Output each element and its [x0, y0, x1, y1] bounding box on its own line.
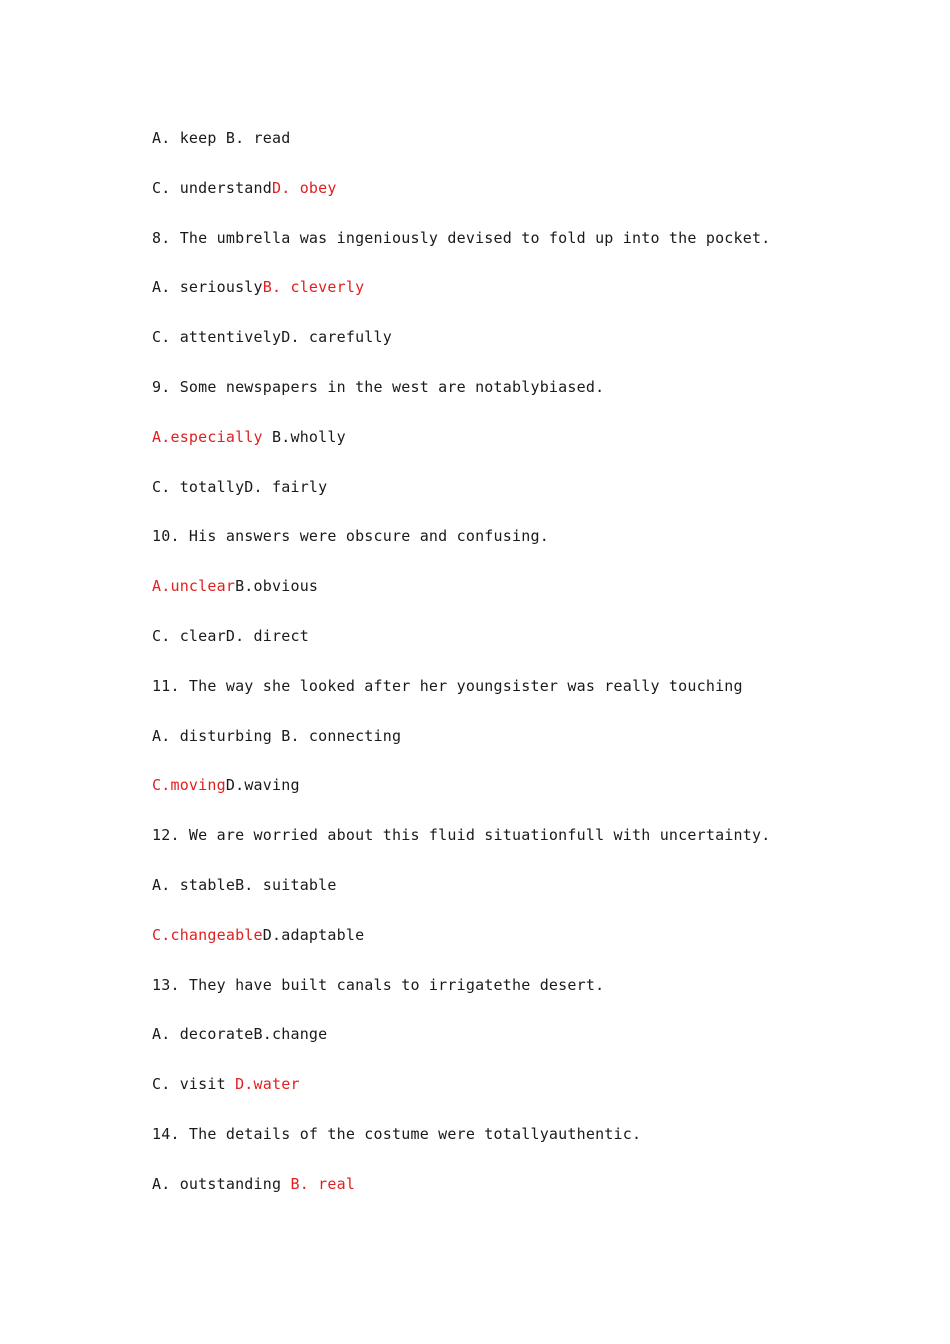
text-line — [152, 774, 300, 796]
answer-option: B. cleverly — [262, 278, 365, 296]
text-segment: C. totallyD. fairly — [152, 478, 328, 496]
text-segment: A. seriously — [152, 278, 263, 296]
answer-option: D. obey — [272, 179, 337, 197]
text-segment: B.obvious — [235, 577, 319, 595]
text-line — [152, 376, 604, 398]
text-line — [152, 924, 364, 946]
text-segment: B.wholly — [262, 428, 346, 446]
text-line — [152, 525, 549, 547]
text-segment: 11. The way she looked after her youngsister was really touching — [152, 677, 743, 695]
text-segment: 12. We are worried about this fluid situationfull with uncertainty. — [152, 826, 771, 844]
text-segment: C. attentivelyD. carefully — [152, 328, 392, 346]
text-segment: 8. The umbrella was ingeniously devised to fold up into the pocket. — [152, 229, 771, 247]
text-line — [152, 476, 327, 498]
text-line — [152, 1073, 300, 1095]
text-segment: D.waving — [225, 776, 300, 794]
text-segment: 13. They have built canals to irrigatethe desert. — [152, 976, 605, 994]
text-segment: 9. Some newspapers in the west are notablybiased. — [152, 378, 605, 396]
text-line — [152, 974, 604, 996]
answer-option: C.moving — [152, 776, 226, 794]
answer-option: D.water — [235, 1075, 300, 1093]
text-segment: 10. His answers were obscure and confusing. — [152, 527, 549, 545]
text-line — [152, 1023, 327, 1045]
text-line — [152, 227, 770, 249]
text-segment: A. stableB. suitable — [152, 876, 337, 894]
text-line — [152, 625, 309, 647]
text-line — [152, 326, 392, 348]
text-segment: A. outstanding — [152, 1175, 291, 1193]
answer-option: B. real — [290, 1175, 356, 1193]
text-line — [152, 127, 290, 149]
text-line — [152, 725, 401, 747]
text-segment: A. disturbing B. connecting — [152, 727, 402, 745]
text-line — [152, 426, 346, 448]
text-line — [152, 575, 318, 597]
text-segment: C. clearD. direct — [152, 627, 309, 645]
text-line — [152, 1123, 641, 1145]
text-segment: D.adaptable — [262, 926, 365, 944]
text-line — [152, 874, 337, 896]
answer-option: A.especially — [152, 428, 263, 446]
text-line — [152, 1173, 355, 1195]
text-line — [152, 824, 770, 846]
text-line — [152, 276, 364, 298]
answer-option: C.changeable — [152, 926, 263, 944]
text-line — [152, 675, 743, 697]
text-segment: A. decorateB.change — [152, 1025, 328, 1043]
text-segment: 14. The details of the costume were totallyauthentic. — [152, 1125, 642, 1143]
text-line — [152, 177, 337, 199]
text-segment: C. understand — [152, 179, 272, 197]
text-segment: C. visit — [152, 1075, 236, 1093]
answer-option: A.unclear — [152, 577, 236, 595]
text-segment: A. keep B. read — [152, 129, 291, 147]
